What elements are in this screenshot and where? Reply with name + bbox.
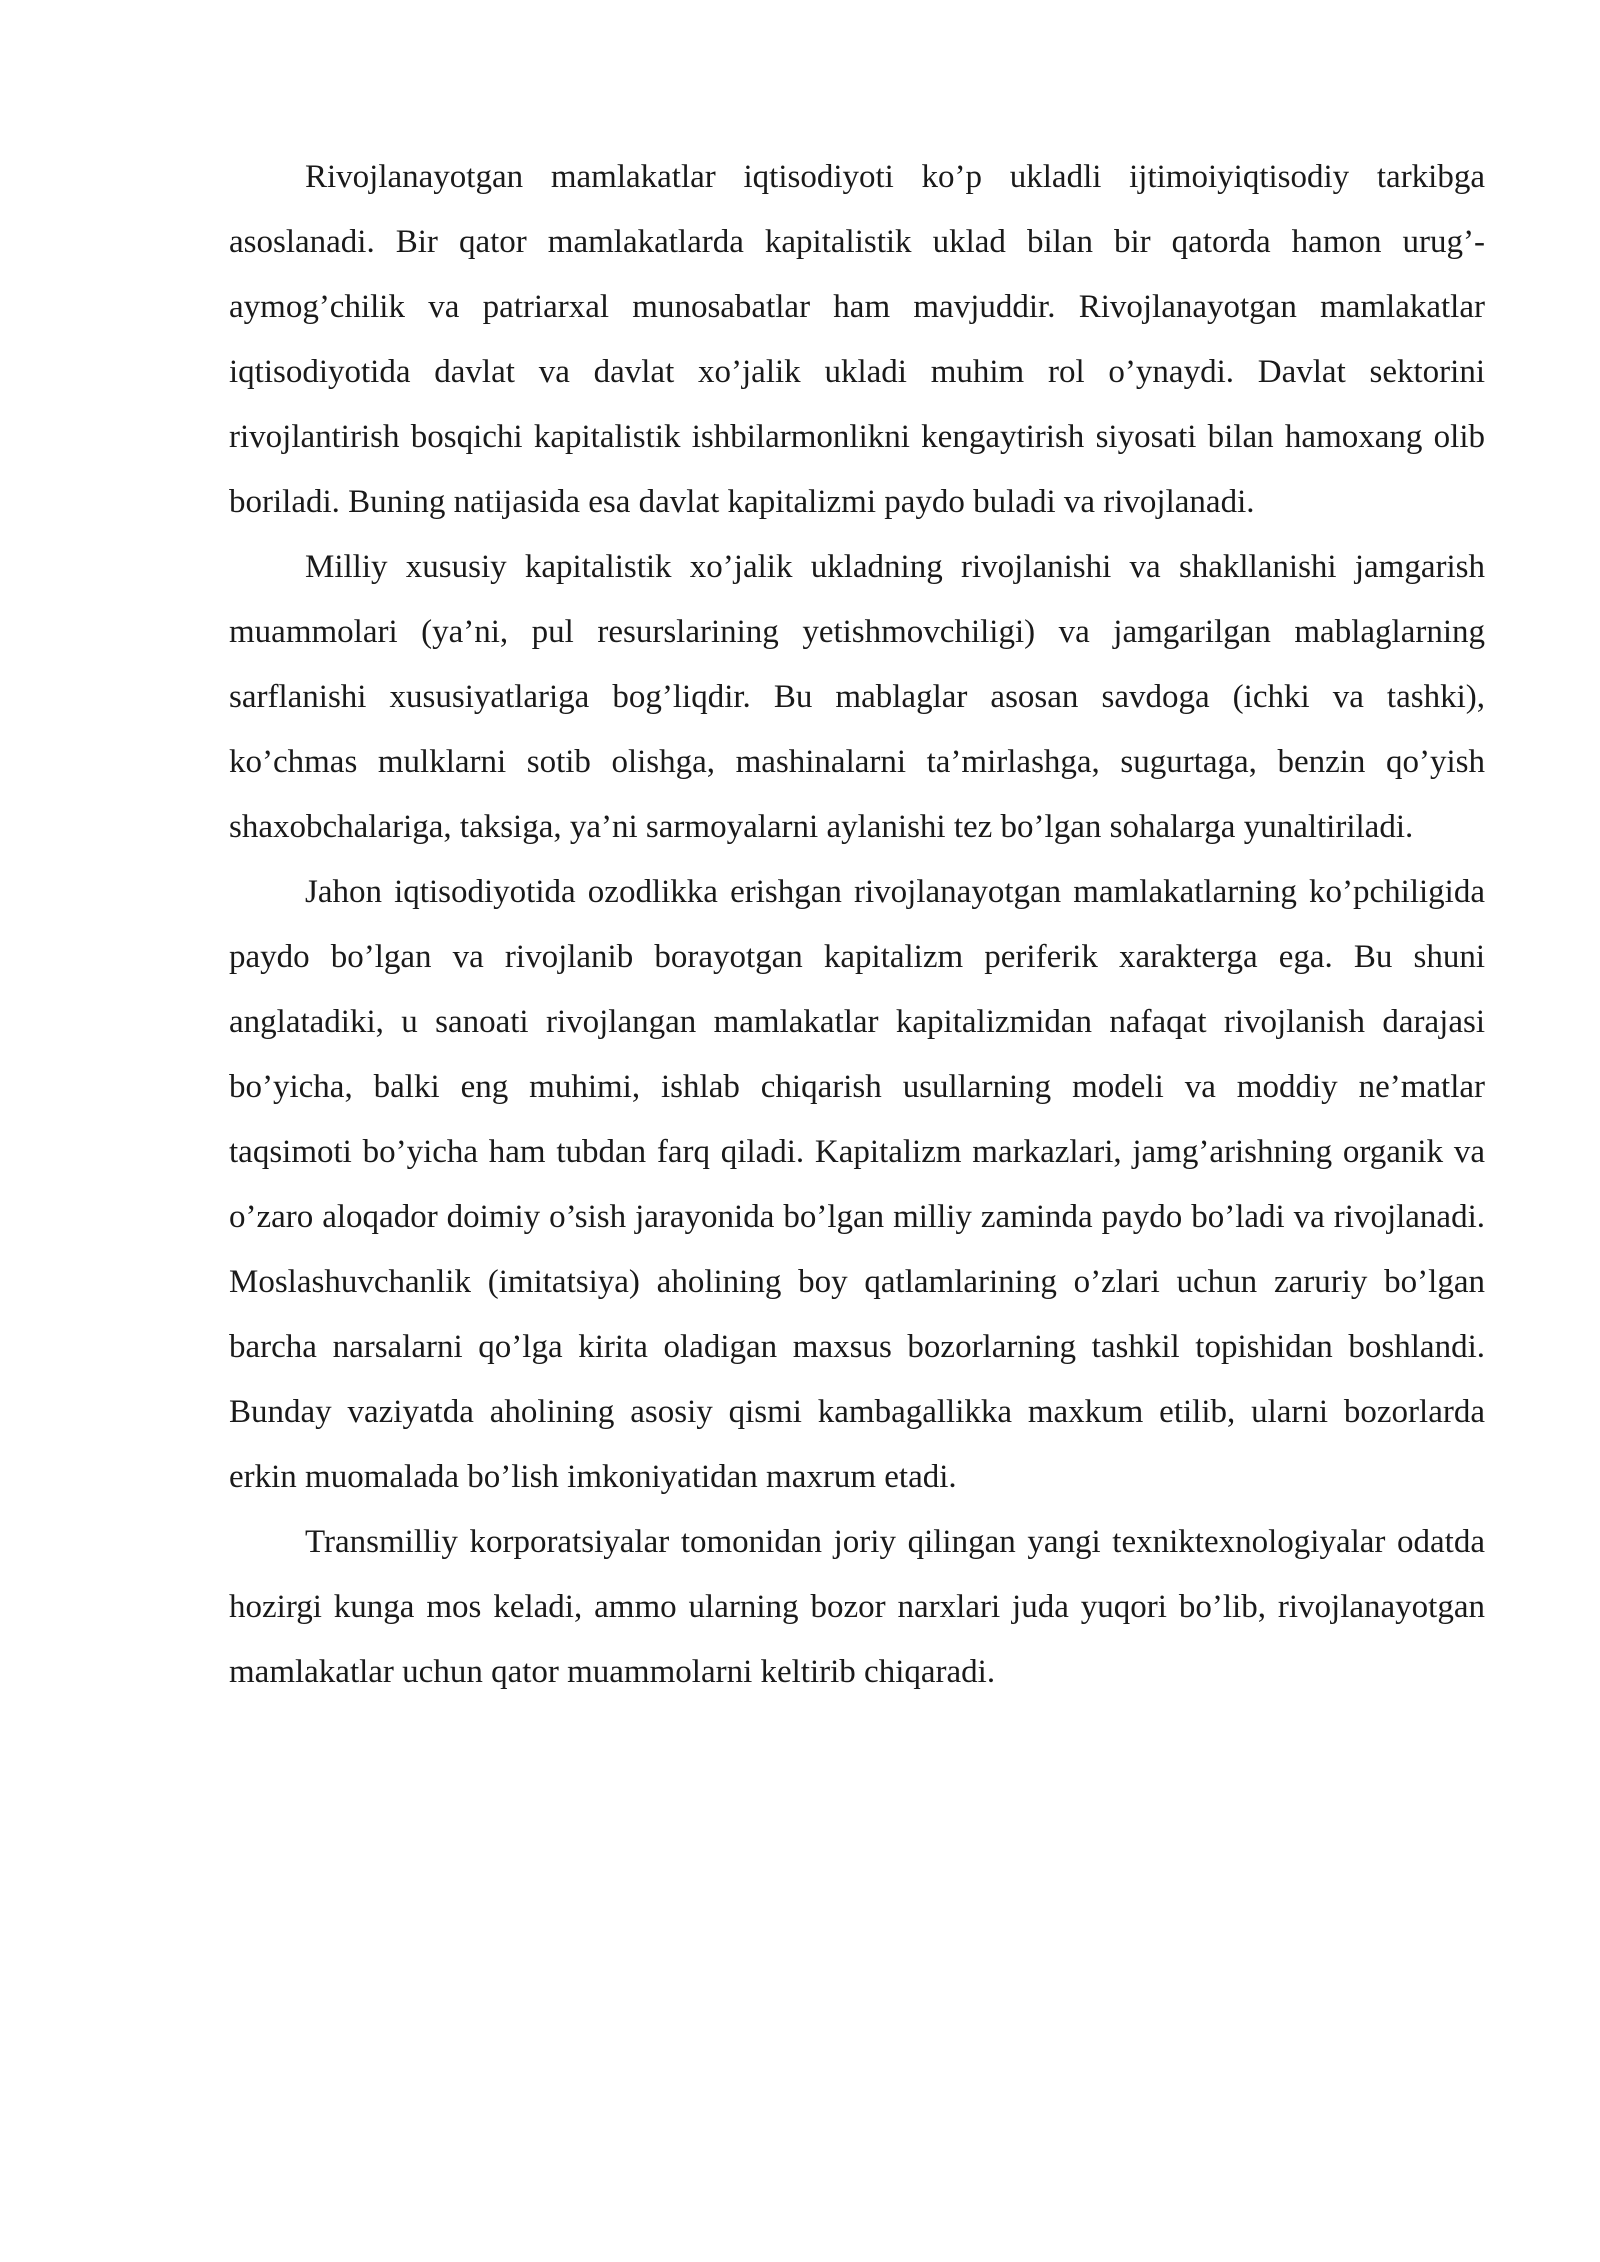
paragraph-1: Rivojlanayotgan mamlakatlar iqtisodiyoti ko’p ukladli ijtimoiyiqtisodiy tarkibga asoslanadi. Bir qator mamlakatlarda kapitalistik uklad bilan bir qatorda hamon urug’-aymog’chilik va patriarxal munosabatlar ham mavjuddir. Rivojlanayotgan mamlakatlar iqtisodiyotida davlat va davlat xo’jalik ukladi muhim rol o’ynaydi. Davlat sektorini rivojlantirish bosqichi kapitalistik ishbilarmonlikni kengaytirish siyosati bilan hamoxang olib boriladi. Buning natijasida esa davlat kapitalizmi paydo buladi va rivojlanadi. xyxy=(229,159,1485,520)
paragraph-2: Milliy xususiy kapitalistik xo’jalik ukladning rivojlanishi va shakllanishi jamgarish muammolari (ya’ni, pul resurslarining yetishmovchiligi) va jamgarilgan mablaglarning sarflanishi xususiyatlariga bog’liqdir. Bu mablaglar asosan savdoga (ichki va tashki), ko’chmas mulklarni sotib olishga, mashinalarni ta’mirlashga, sugurtaga, benzin qo’yish shaxobchalariga, taksiga, ya’ni sarmoyalarni aylanishi tez bo’lgan sohalarga yunaltiriladi. xyxy=(229,549,1485,845)
paragraph-3: Jahon iqtisodiyotida ozodlikka erishgan rivojlanayotgan mamlakatlarning ko’pchiligida paydo bo’lgan va rivojlanib borayotgan kapitalizm periferik xarakterga ega. Bu shuni anglatadiki, u sanoati rivojlangan mamlakatlar kapitalizmidan nafaqat rivojlanish darajasi bo’yicha, balki eng muhimi, ishlab chiqarish usullarning modeli va moddiy ne’matlar taqsimoti bo’yicha ham tubdan farq qiladi. Kapitalizm markazlari, jamg’arishning organik va o’zaro aloqador doimiy o’sish jarayonida bo’lgan milliy zaminda paydo bo’ladi va rivojlanadi. Moslashuvchanlik (imitatsiya) aholining boy qatlamlarining o’zlari uchun zaruriy bo’lgan barcha narsalarni qo’lga kirita oladigan maxsus bozorlarning tashkil topishidan boshlandi. Bunday vaziyatda aholining asosiy qismi kambagallikka maxkum etilib, ularni bozorlarda erkin muomalada bo’lish imkoniyatidan maxrum etadi. xyxy=(229,874,1485,1495)
paragraph-4: Transmilliy korporatsiyalar tomonidan joriy qilingan yangi texniktexnologiyalar odatda hozirgi kunga mos keladi, ammo ularning bozor narxlari juda yuqori bo’lib, rivojlanayotgan mamlakatlar uchun qator muammolarni keltirib chiqaradi. xyxy=(229,1524,1485,1690)
document-body xyxy=(229,145,1485,1705)
